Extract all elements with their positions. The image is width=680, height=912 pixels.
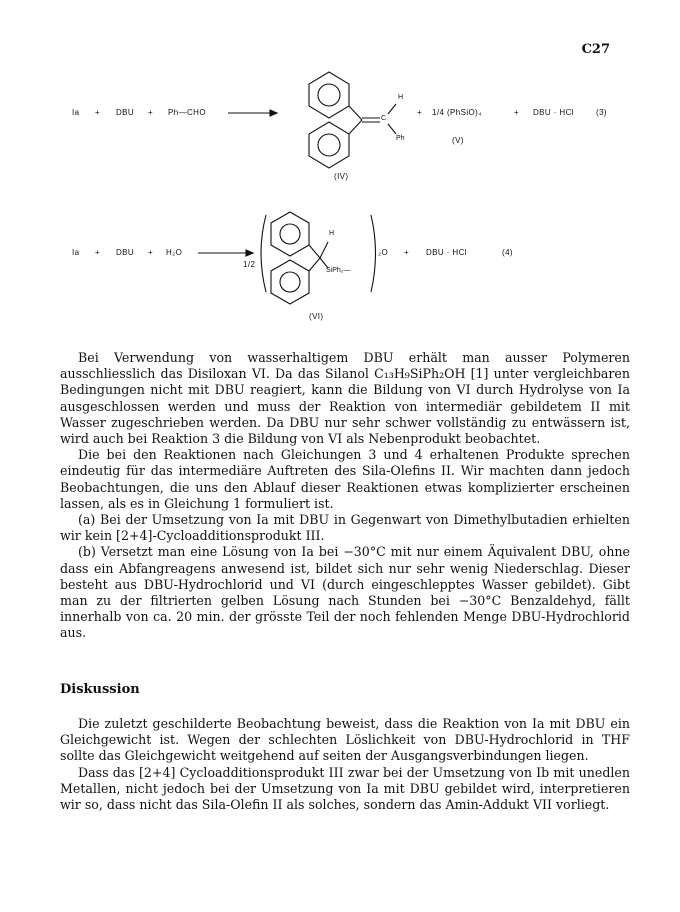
results-text [60, 350, 630, 642]
plus-sign: + [95, 248, 101, 257]
paragraph: (b) Versetzt man eine Lösung von Ia bei −30°C mit nur einem Äquivalent DBU, ohne dass ein Abfangreagens anwesend ist, bildet sich nur sehr wenig Niederschlag. Dieser besteht aus DBU-Hydrochlorid und VI (durch eingeschlepptes Wasser gebildet). Gibt man zu der filtrierten gelben Lösung nach Stunden bei −30°C Benzaldehyd, fällt innerhalb von ca. 20 min. der grösste Teil der noch fehlenden Menge DBU-Hydrochlorid aus. [60, 544, 630, 641]
carbon-label: C [381, 115, 387, 122]
paragraph: Bei Verwendung von wasserhaltigem DBU erhält man ausser Polymeren ausschliesslich das Disiloxan VI. Da das Silanol C₁₃H₉SiPh₂OH [1] unter vergleichbaren Bedingungen nicht mit DBU reagiert, kann die Bildung von VI durch Hydrolyse von Ia ausgeschlossen werden und muss der Reaktion von intermediär gebildetem II mit Wasser zugeschrieben werden. Da DBU nur sehr schwer vollständig zu entwässern ist, wird auch bei Reaktion 3 die Bildung von VI als Nebenprodukt beobachtet. [60, 350, 630, 447]
page-label: C27 [581, 42, 610, 57]
reactant-benzaldehyde: Ph—CHO [168, 108, 206, 117]
oxygen-bridge: ₂O [378, 248, 389, 257]
compound-label-vi: (VI) [309, 312, 324, 321]
reaction-scheme-4 [0, 200, 680, 330]
hydrogen-label: H [329, 230, 335, 237]
byproduct-siloxane: 1/4 (PhSiO)₄ [432, 108, 482, 117]
reactant-ia: Ia [72, 108, 80, 117]
plus-sign: + [95, 108, 101, 117]
paragraph: Dass das [2+4] Cycloadditionsprodukt III zwar bei der Umsetzung von Ib mit unedlen Metallen, nicht jedoch bei der Umsetzung von Ia mit DBU gebildet wird, interpretieren wir so, dass nicht das Sila-Olefin II als solches, sondern das Amin-Addukt VII vorliegt. [60, 764, 630, 813]
reactant-dbu: DBU [116, 248, 135, 257]
byproduct-dbu-hcl: DBU · HCl [426, 248, 467, 257]
half-coefficient: 1/2 [243, 260, 256, 269]
reaction-scheme-3 [0, 0, 680, 200]
plus-sign: + [148, 248, 154, 257]
equation-number: (3) [596, 108, 607, 117]
paragraph: Die zuletzt geschilderte Beobachtung beweist, dass die Reaktion von Ia mit DBU ein Gleichgewicht ist. Wegen der schlechten Löslichkeit von DBU-Hydrochlorid in THF sollte das Gleichgewicht weitgehend auf seiten der Ausgangsverbindungen liegen. [60, 716, 630, 764]
byproduct-dbu-hcl: DBU · HCl [533, 108, 574, 117]
compound-label-v: (V) [452, 136, 464, 145]
silyl-group-label: SiPh₂— [326, 267, 351, 274]
reactant-dbu: DBU [116, 108, 135, 117]
plus-sign: + [514, 108, 520, 117]
paragraph: (a) Bei der Umsetzung von Ia mit DBU in Gegenwart von Dimethylbutadien erhielten wir kein [2+4]-Cycloadditionsprodukt III. [60, 512, 630, 544]
discussion-text [60, 716, 630, 813]
reaction-arrow [0, 200, 680, 330]
reaction-arrow [0, 0, 680, 200]
equation-number: (4) [502, 248, 513, 257]
hydrogen-label: H [398, 94, 404, 101]
phenyl-label: Ph [396, 135, 405, 142]
paragraph: Die bei den Reaktionen nach Gleichungen 3 und 4 erhaltenen Produkte sprechen eindeutig für das intermediäre Auftreten des Sila-Olefins II. Wir machten dann jedoch Beobachtungen, die uns den Ablauf dieser Reaktionen etwas komplizierter erscheinen lassen, als es in Gleichung 1 formuliert ist. [60, 447, 630, 511]
section-heading: Diskussion [60, 682, 140, 697]
compound-label-iv: (IV) [334, 172, 349, 181]
plus-sign: + [148, 108, 154, 117]
reactant-water: H₂O [166, 248, 183, 257]
plus-sign: + [404, 248, 410, 257]
reactant-ia: Ia [72, 248, 80, 257]
plus-sign: + [417, 108, 423, 117]
